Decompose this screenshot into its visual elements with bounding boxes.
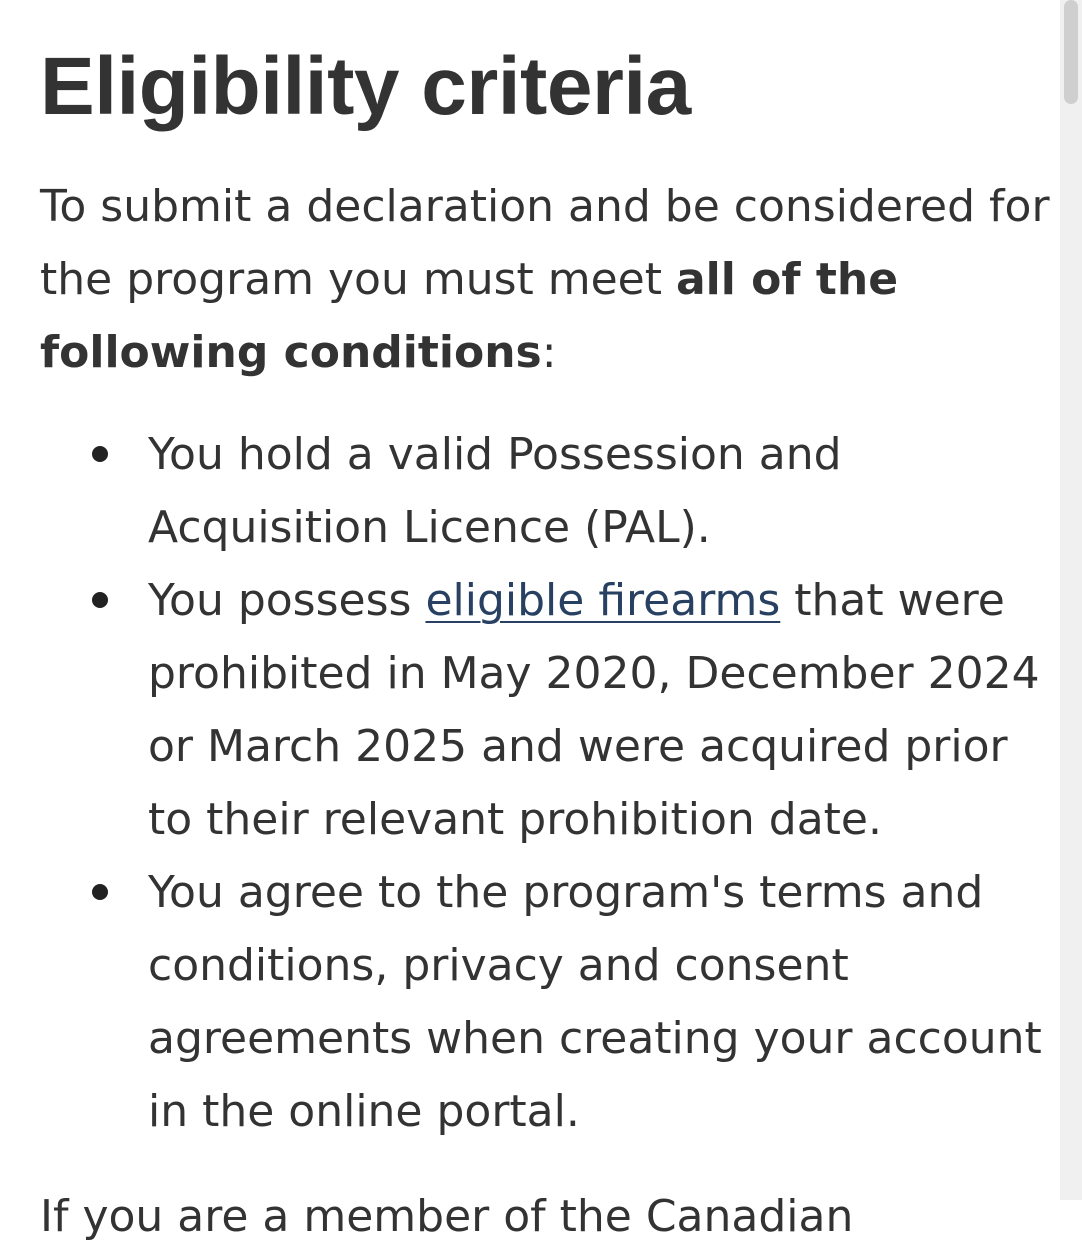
list-item: [40, 564, 1060, 856]
scrollbar-thumb[interactable]: [1064, 0, 1078, 104]
list-item: [40, 418, 1060, 564]
intro-paragraph: [40, 170, 1050, 389]
eligibility-list: [40, 418, 1060, 1148]
scrollbar[interactable]: [1060, 0, 1082, 1200]
list-item: [40, 856, 1060, 1148]
next-paragraph: If you are a member of the Canadian: [40, 1191, 854, 1242]
intro-text: To submit a declaration and be considered for the program you must meet: [40, 181, 1050, 305]
bullet-icon: [92, 884, 108, 900]
criterion-text: that were prohibited in May 2020, December 2024 or March 2025 and were acquired prior to their relevant prohibition date.: [148, 575, 1040, 845]
bullet-icon: [92, 446, 108, 462]
intro-punctuation: :: [541, 327, 557, 378]
page-title: Eligibility criteria: [40, 41, 691, 132]
eligible-firearms-link[interactable]: eligible firearms: [425, 575, 781, 626]
intro-emphasis: all of the following conditions: [40, 254, 899, 378]
bullet-icon: [92, 592, 108, 608]
criterion-text: You possess: [148, 575, 426, 626]
criterion-text: You hold a valid Possession and Acquisition Licence (PAL).: [148, 429, 842, 553]
criterion-text: You agree to the program's terms and conditions, privacy and consent agreements when creating your account in the online portal.: [148, 867, 1042, 1137]
